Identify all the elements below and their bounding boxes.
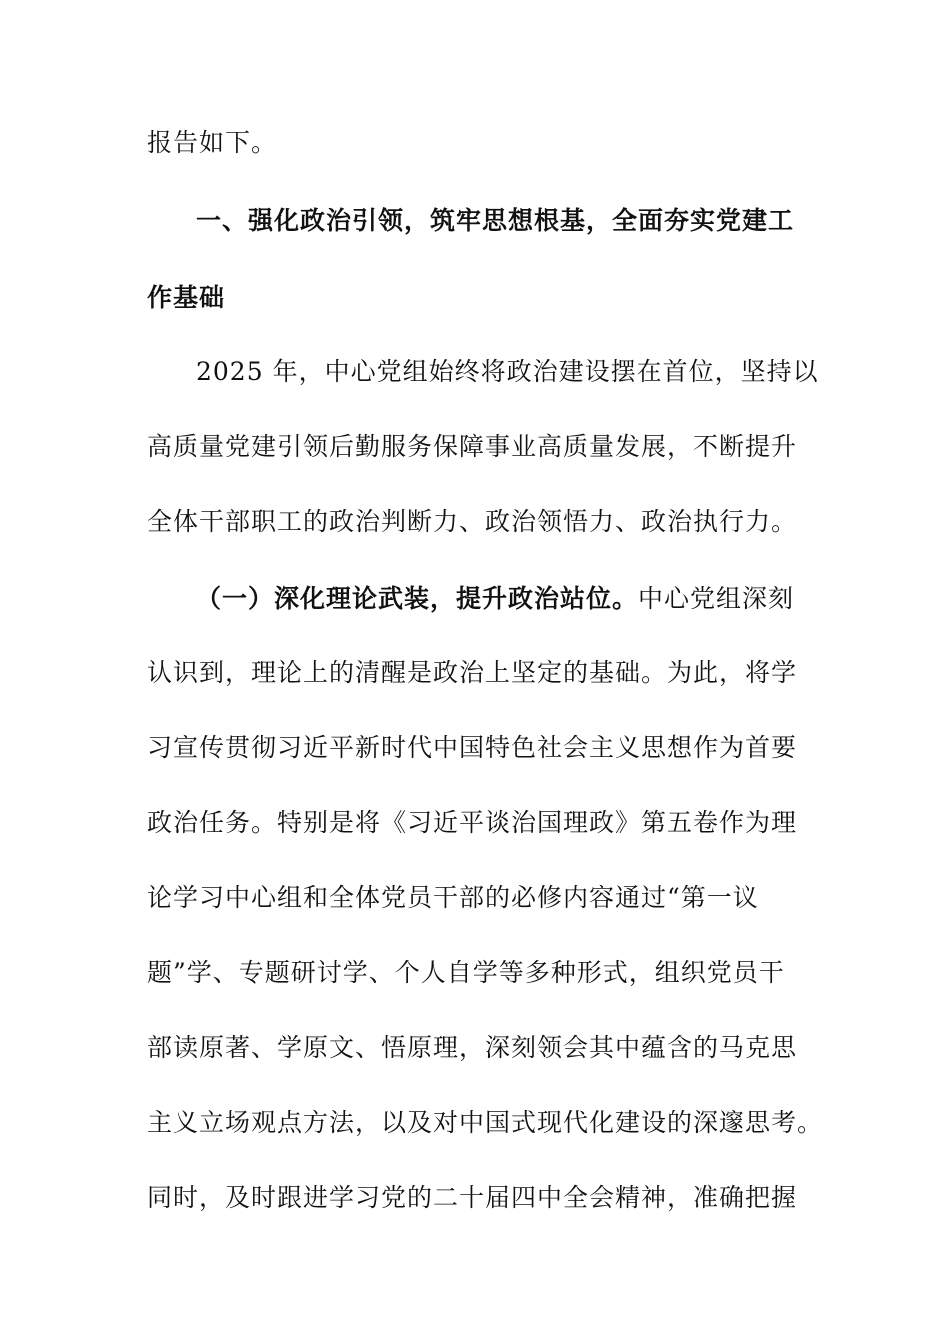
paragraph-line: 全体干部职工的政治判断力、政治领悟力、政治执行力。: [147, 507, 798, 536]
paragraph-line: 主义立场观点方法，以及对中国式现代化建设的深邃思考。: [147, 1108, 824, 1137]
paragraph-line: 认识到，理论上的清醒是政治上坚定的基础。为此，将学: [147, 658, 798, 687]
paragraph-line: 2025 年，中心党组始终将政治建设摆在首位，坚持以: [196, 357, 819, 386]
section-heading-continued: 作基础: [147, 283, 226, 312]
section-heading: 一、强化政治引领，筑牢思想根基，全面夯实党建工: [196, 206, 795, 235]
paragraph-line: 部读原著、学原文、悟原理，深刻领会其中蕴含的马克思: [147, 1033, 798, 1062]
paragraph-line: 高质量党建引领后勤服务保障事业高质量发展，不断提升: [147, 432, 798, 461]
paragraph-text: 中心党组深刻: [638, 584, 795, 613]
subsection-heading: （一）深化理论武装，提升政治站位。: [196, 584, 639, 613]
paragraph-line: 题”学、专题研讨学、个人自学等多种形式，组织党员干: [147, 958, 785, 987]
paragraph-line: 习宣传贯彻习近平新时代中国特色社会主义思想作为首要: [147, 733, 798, 762]
paragraph-line: 同时，及时跟进学习党的二十届四中全会精神，准确把握: [147, 1183, 798, 1212]
subsection-line: [196, 584, 794, 614]
paragraph-line: 政治任务。特别是将《习近平谈治国理政》第五卷作为理: [147, 808, 798, 837]
paragraph-line: 报告如下。: [147, 128, 278, 157]
paragraph-line: 论学习中心组和全体党员干部的必修内容通过“第一议: [147, 883, 759, 912]
